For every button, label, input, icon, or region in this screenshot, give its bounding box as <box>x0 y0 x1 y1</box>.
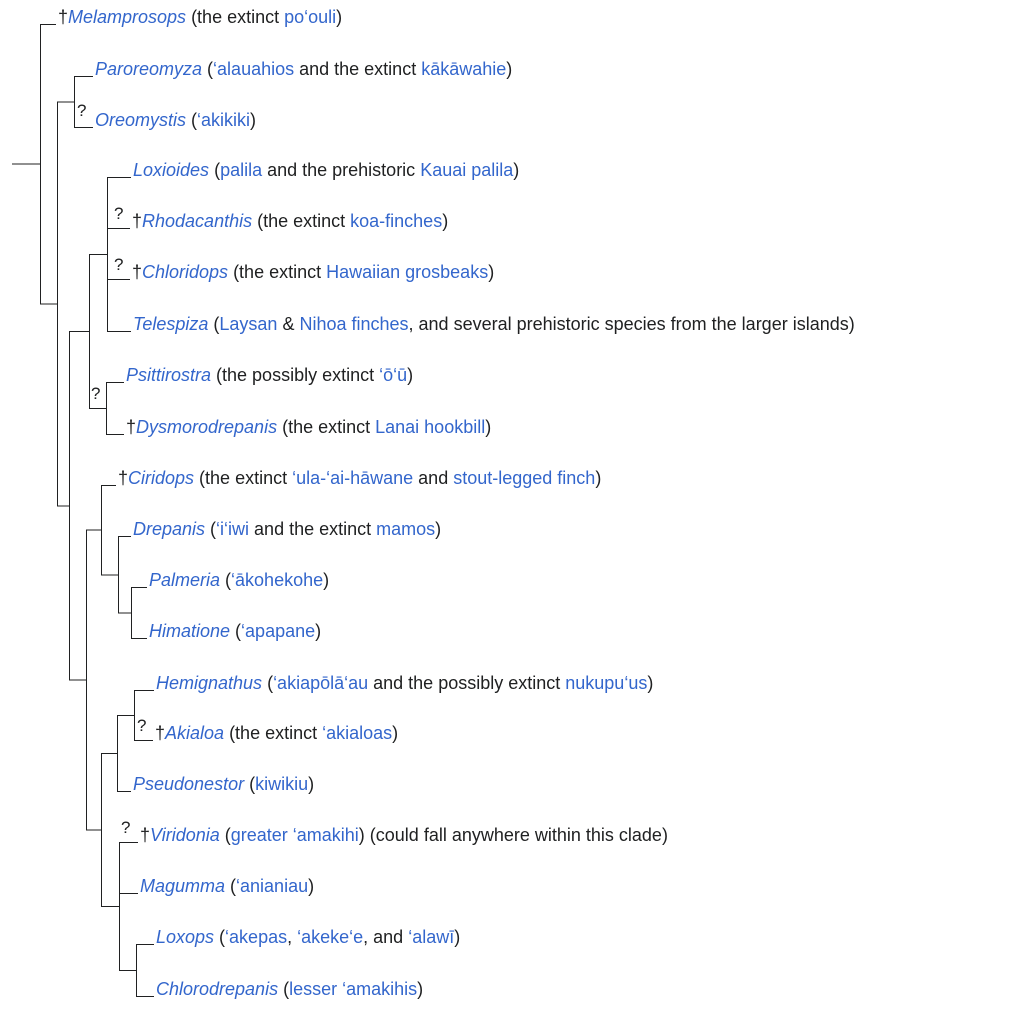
genus-link[interactable]: Paroreomyza <box>95 59 203 79</box>
label-text: and the possibly extinct <box>368 673 566 693</box>
species-link[interactable]: Laysan <box>219 314 278 334</box>
species-link[interactable]: palila <box>220 160 263 180</box>
label-text: and the prehistoric <box>262 160 421 180</box>
label-text: ) <box>315 621 322 641</box>
label-text: ) <box>417 979 424 999</box>
genus-link[interactable]: Psittirostra <box>126 365 212 385</box>
species-link[interactable]: Lanai hookbill <box>375 417 486 437</box>
taxon-paroreomyza <box>95 58 512 80</box>
uncertain-oreomystis-question-icon: ? <box>77 101 87 120</box>
species-link[interactable]: stout-legged finch <box>453 468 596 488</box>
taxon-akialoa <box>155 722 398 744</box>
species-link[interactable]: ‘akeke‘e <box>297 927 364 947</box>
taxon-drepanis <box>133 518 441 540</box>
genus-link[interactable]: Himatione <box>149 621 231 641</box>
taxon-palmeria <box>149 569 329 591</box>
extinct-dagger-icon: † <box>140 825 151 845</box>
genus-link[interactable]: Loxioides <box>133 160 210 180</box>
genus-link[interactable]: Dysmorodrepanis <box>136 417 278 437</box>
species-link[interactable]: ‘apapane <box>241 621 316 641</box>
label-text: (the extinct <box>194 468 293 488</box>
species-link[interactable]: nukupu‘us <box>565 673 648 693</box>
label-text: & <box>277 314 300 334</box>
extinct-dagger-icon: † <box>126 417 137 437</box>
label-text: (the extinct <box>252 211 351 231</box>
species-link[interactable]: ‘i‘iwi <box>216 519 250 539</box>
label-text: (the extinct <box>277 417 376 437</box>
label-text: ) <box>308 876 315 896</box>
taxon-dysmorodrepanis <box>126 416 491 438</box>
species-link[interactable]: ‘akiapōlā‘au <box>273 673 369 693</box>
genus-link[interactable]: Chlorodrepanis <box>156 979 279 999</box>
species-link[interactable]: ‘alawī <box>408 927 455 947</box>
label-text: ) <box>392 723 399 743</box>
label-text: ( <box>230 621 242 641</box>
label-text: ) (could fall anywhere within this clade) <box>358 825 668 845</box>
taxon-chloridops <box>132 261 494 283</box>
taxon-melamprosops <box>58 6 342 28</box>
genus-link[interactable]: Palmeria <box>149 570 221 590</box>
genus-link[interactable]: Pseudonestor <box>133 774 245 794</box>
label-text: ( <box>214 927 226 947</box>
label-text: ) <box>506 59 513 79</box>
species-link[interactable]: lesser ‘amakihis <box>289 979 418 999</box>
genus-link[interactable]: Hemignathus <box>156 673 263 693</box>
species-link[interactable]: ‘anianiau <box>236 876 309 896</box>
label-text: ) <box>435 519 442 539</box>
genus-link[interactable]: Rhodacanthis <box>142 211 253 231</box>
species-link[interactable]: kākāwahie <box>421 59 507 79</box>
label-text: (the extinct <box>228 262 327 282</box>
species-link[interactable]: ‘ākohekohe <box>231 570 324 590</box>
species-link[interactable]: ‘akepas <box>225 927 288 947</box>
extinct-dagger-icon: † <box>58 7 69 27</box>
taxon-magumma <box>140 875 314 897</box>
label-text: ( <box>225 876 237 896</box>
label-text: ( <box>209 160 221 180</box>
label-text: ) <box>454 927 461 947</box>
label-text: and <box>413 468 454 488</box>
genus-link[interactable]: Ciridops <box>128 468 195 488</box>
label-text: ( <box>208 314 220 334</box>
extinct-dagger-icon: † <box>118 468 129 488</box>
genus-link[interactable]: Viridonia <box>150 825 220 845</box>
species-link[interactable]: po‘ouli <box>284 7 337 27</box>
label-text: ) <box>250 110 257 130</box>
species-link[interactable]: Hawaiian grosbeaks <box>326 262 489 282</box>
genus-link[interactable]: Telespiza <box>133 314 209 334</box>
taxon-hemignathus <box>156 672 653 694</box>
label-text: ( <box>202 59 214 79</box>
extinct-dagger-icon: † <box>132 211 143 231</box>
species-link[interactable]: mamos <box>376 519 436 539</box>
label-text: ( <box>186 110 198 130</box>
label-text: (the possibly extinct <box>211 365 380 385</box>
genus-link[interactable]: Melamprosops <box>68 7 187 27</box>
taxon-oreomystis <box>95 109 256 131</box>
species-link[interactable]: Kauai palila <box>420 160 514 180</box>
label-text: ( <box>205 519 217 539</box>
extinct-dagger-icon: † <box>155 723 166 743</box>
label-text: ( <box>262 673 274 693</box>
species-link[interactable]: greater ‘amakihi <box>230 825 359 845</box>
species-link[interactable]: koa-finches <box>350 211 443 231</box>
extinct-dagger-icon: † <box>132 262 143 282</box>
label-text: , and <box>363 927 409 947</box>
genus-link[interactable]: Magumma <box>140 876 226 896</box>
taxon-himatione <box>149 620 321 642</box>
species-link[interactable]: ‘akialoas <box>322 723 393 743</box>
label-text: ) <box>513 160 520 180</box>
label-text: ( <box>278 979 290 999</box>
taxon-viridonia <box>140 824 668 846</box>
genus-link[interactable]: Drepanis <box>133 519 206 539</box>
label-text: ) <box>336 7 343 27</box>
genus-link[interactable]: Chloridops <box>142 262 229 282</box>
taxon-rhodacanthis <box>132 210 448 232</box>
label-text: ) <box>485 417 492 437</box>
uncertain-chloridops-question-icon: ? <box>114 255 124 274</box>
label-text: ( <box>244 774 256 794</box>
genus-link[interactable]: Oreomystis <box>95 110 187 130</box>
label-text: , <box>287 927 298 947</box>
label-text: , and several prehistoric species from the larger islands) <box>408 314 855 334</box>
taxon-ciridops <box>118 467 601 489</box>
uncertain-psittirostra-clade-question-icon: ? <box>91 384 101 403</box>
uncertain-rhodacanthis-question-icon: ? <box>114 204 124 223</box>
species-link[interactable]: kiwikiu <box>255 774 309 794</box>
label-text: ( <box>219 825 231 845</box>
uncertain-akialoa-question-icon: ? <box>137 716 147 735</box>
genus-link[interactable]: Akialoa <box>165 723 225 743</box>
label-text: ) <box>407 365 414 385</box>
label-text: (the extinct <box>186 7 285 27</box>
label-text: ) <box>308 774 315 794</box>
taxon-telespiza <box>133 313 855 335</box>
label-text: ( <box>220 570 232 590</box>
label-text: ) <box>595 468 602 488</box>
taxon-pseudonestor <box>133 773 314 795</box>
species-link[interactable]: ‘ō‘ū <box>379 365 408 385</box>
taxon-psittirostra <box>126 364 413 386</box>
label-text: ) <box>488 262 495 282</box>
taxon-chlorodrepanis <box>156 978 423 1000</box>
genus-link[interactable]: Loxops <box>156 927 215 947</box>
species-link[interactable]: ‘akikiki <box>197 110 251 130</box>
species-link[interactable]: ‘ula-‘ai-hāwane <box>292 468 414 488</box>
species-link[interactable]: ‘alauahios <box>213 59 295 79</box>
label-text: and the extinct <box>294 59 422 79</box>
species-link[interactable]: Nihoa finches <box>299 314 409 334</box>
label-text: and the extinct <box>249 519 377 539</box>
label-text: ) <box>442 211 449 231</box>
taxon-loxioides <box>133 159 519 181</box>
label-text: ) <box>323 570 330 590</box>
label-text: (the extinct <box>224 723 323 743</box>
label-text: ) <box>647 673 654 693</box>
taxon-loxops <box>156 926 460 948</box>
uncertain-viridonia-question-icon: ? <box>121 818 131 837</box>
